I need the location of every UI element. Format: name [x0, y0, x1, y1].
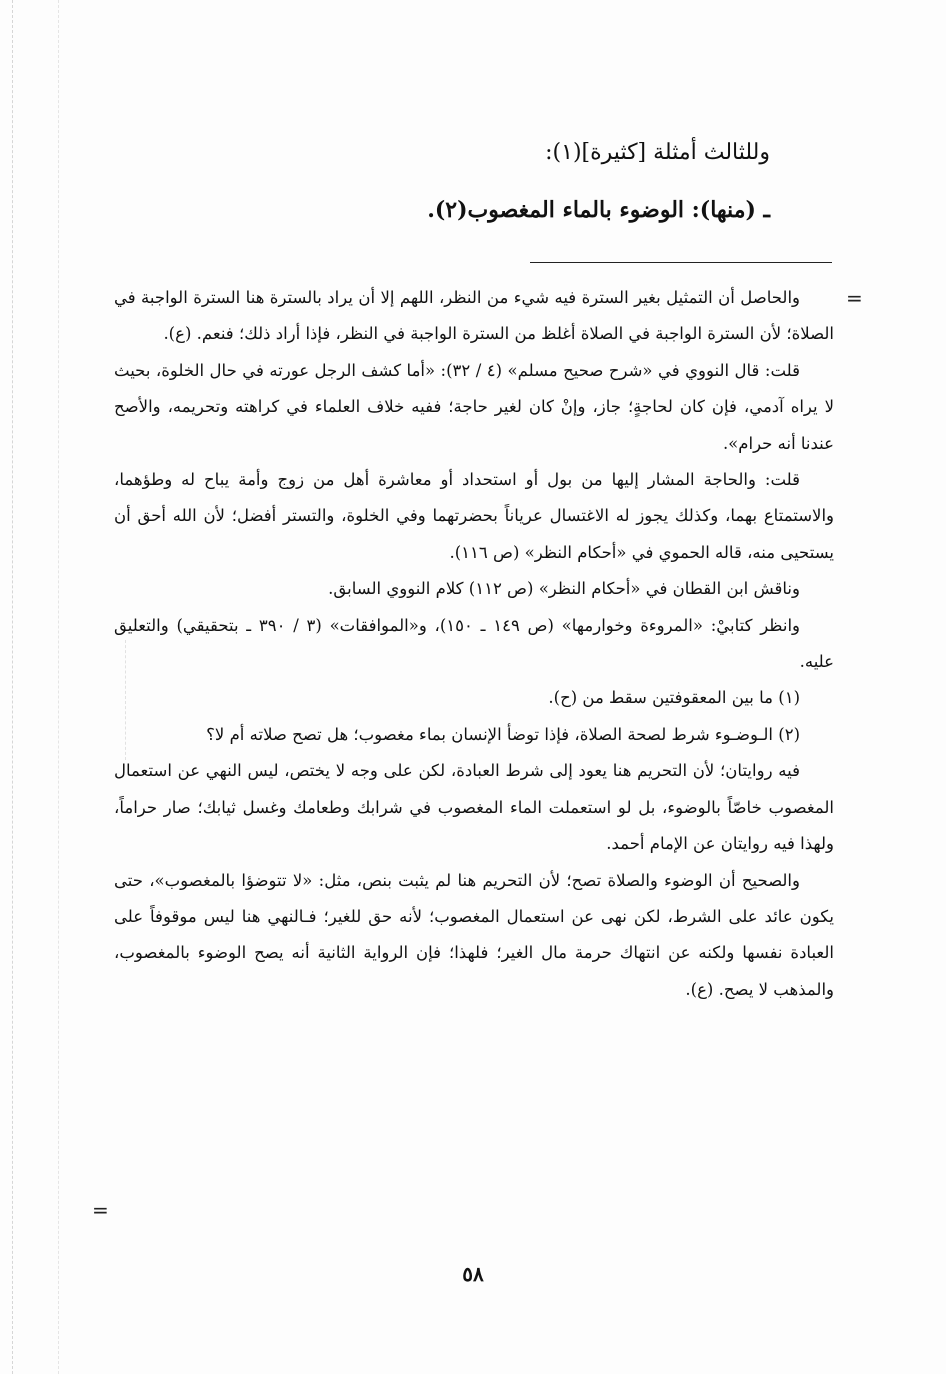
footnote-separator [530, 262, 832, 263]
main-text-rest: الوضوء بالماء المغصوب(٢). [427, 197, 685, 223]
main-text-line-2 [427, 197, 770, 223]
footnote-paragraph: والحاصل أن التمثيل بغير السترة فيه شيء من النظر، اللهم إلا أن يراد بالسترة هنا السترة الواجبة في الصلاة؛ لأن السترة الواجبة في الصلاة أغلظ من السترة الواجبة في النظر، فإذا أراد ذلك؛ فنعم. (ع). [114, 288, 834, 344]
main-text-prefix: ـ (منها): [684, 197, 770, 223]
main-text-line-1: وللثالث أمثلة [كثيرة](١): [545, 140, 770, 165]
continuation-mark-top: = [846, 286, 863, 310]
scan-artifact-line [12, 0, 13, 1374]
footnote-paragraph: قلت: والحاجة المشار إليها من بول أو استحداد أو معاشرة أهل من زوج وأمة يباح له وطؤهما، والاستمتاع بهما، وكذلك يجوز له الاغتسال عرياناً بحضرتهما وفي الخلوة، والتستر أفضل؛ لأن الله أحق أن يستحيى منه، قاله الحموي في «أحكام النظر» (ص ١١٦). [114, 470, 834, 562]
footnote-paragraph: وناقش ابن القطان في «أحكام النظر» (ص ١١٢) كلام النووي السابق. [328, 579, 800, 599]
scan-artifact-line [58, 0, 59, 1374]
continuation-mark-bottom: = [92, 1198, 109, 1222]
footnote-2: (٢) الـوضـوء شرط لصحة الصلاة، فإذا توضأ الإنسان بماء مغصوب؛ هل تصح صلاته أم لا؟ [206, 724, 800, 744]
footnote-paragraph: والصحيح أن الوضوء والصلاة تصح؛ لأن التحريم هنا لم يثبت بنص، مثل: «لا تتوضؤا بالمغصوب»، حتى يكون عائد على الشرط، لكن نهى عن استعمال المغصوب؛ لأنه حق للغير؛ فـالنهي هنا ليس موقوفاً على العبادة نفسها ولكنه عن انتهاك حرمة مال الغير؛ فلهذا؛ فإن الرواية الثانية أنه يصح الوضوء بالمغصوب، والمذهب لا يصح. (ع). [114, 870, 834, 999]
footnote-1: (١) ما بين المعقوفتين سقط من (ح). [548, 688, 800, 708]
page-number: ٥٨ [462, 1262, 484, 1286]
footnotes-block [114, 280, 834, 1008]
footnote-paragraph: قلت: قال النووي في «شرح صحيح مسلم» (٤ / ٣٢): «أما كشف الرجل عورته في حال الخلوة، بحيث لا يراه آدمي، فإن كان لحاجةٍ؛ جاز، وإنْ كان لغير حاجة؛ ففيه خلاف العلماء في كراهته وتحريمه، والأصح عندنا أنه حرام». [114, 360, 834, 453]
footnote-paragraph: فيه روايتان؛ لأن التحريم هنا يعود إلى شرط العبادة، لكن على وجه لا يختص، ليس النهي عن استعمال المغصوب خاصّاً بالوضوء، بل لو استعملت الماء المغصوب في شرابك وطعامك وغسل ثيابك؛ صار حراماً، ولهذا فيه روايتان عن الإمام أحمد. [114, 761, 834, 854]
footnote-paragraph: وانظر كتابيْ: «المروءة وخوارمها» (ص ١٤٩ ـ ١٥٠)، و«الموافقات» (٣ / ٣٩٠ ـ بتحقيقي) والتعليق عليه. [114, 615, 834, 672]
